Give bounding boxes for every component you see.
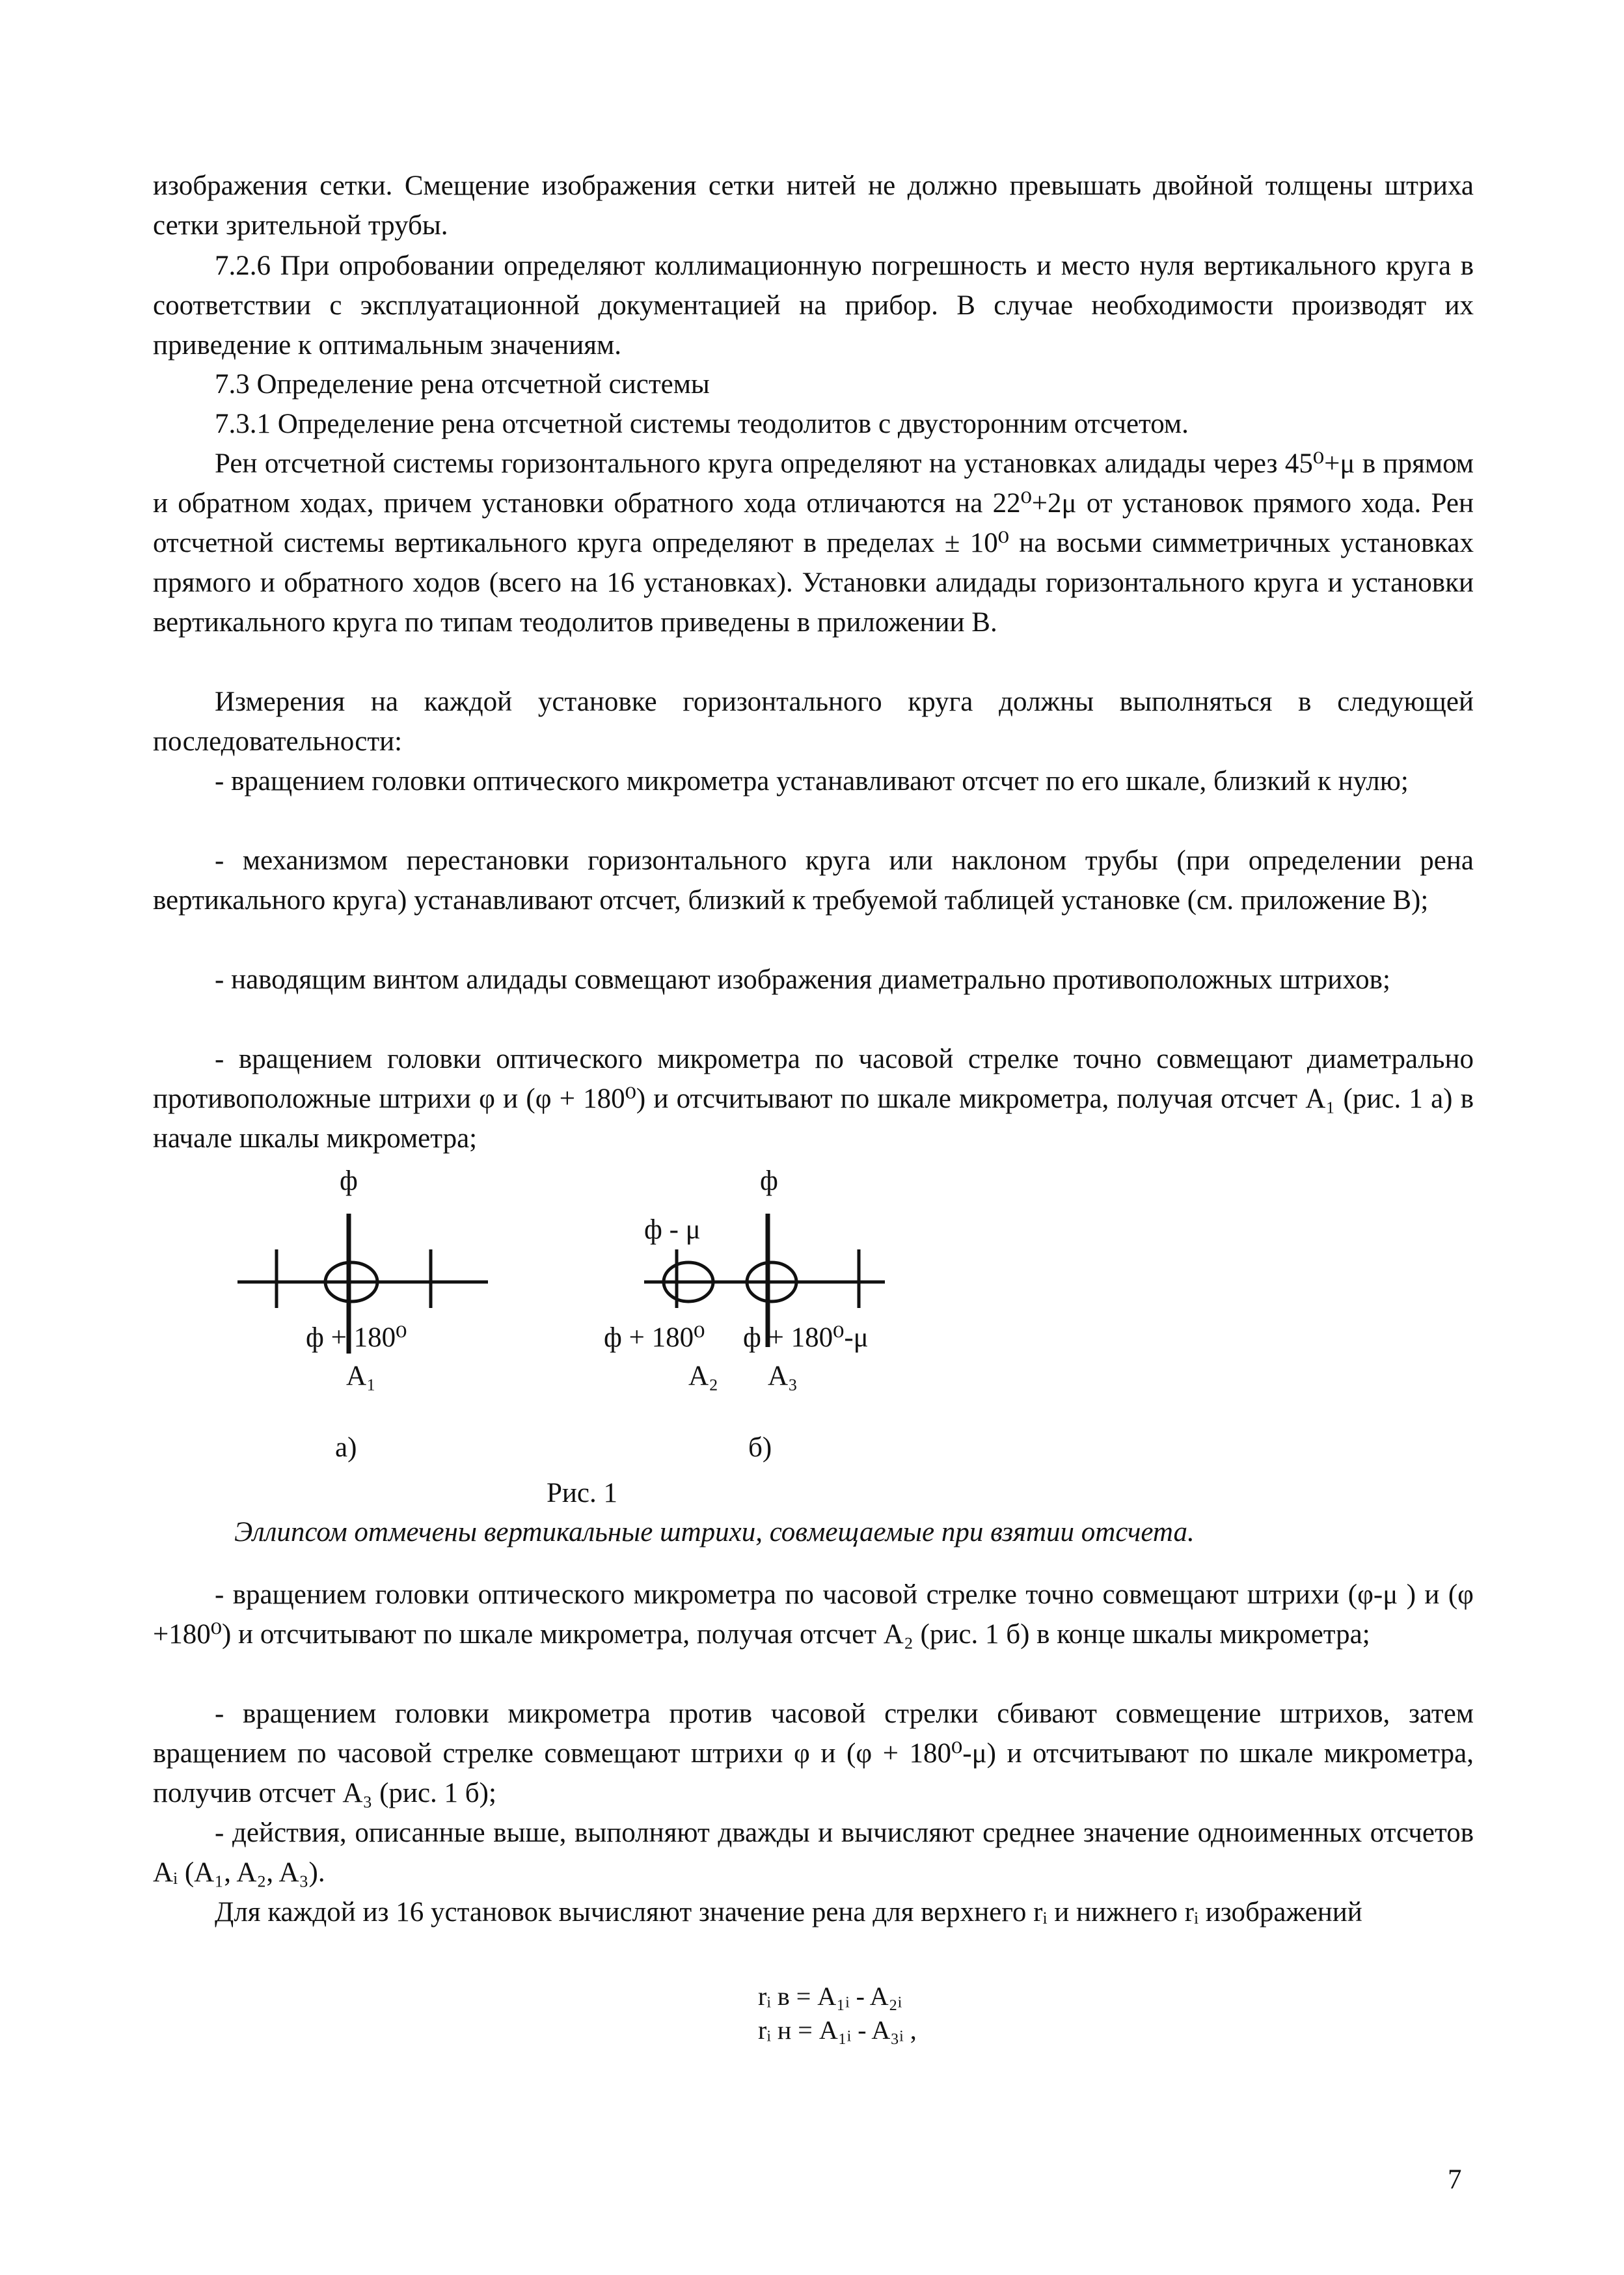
panel-label-a: а) [335,1432,357,1463]
label-a-phi: ф [340,1165,358,1196]
list-item-7: - действия, описанные выше, выполняют дважды и вычисляют среднее значение одноименных отсчетов Aᵢ (A₁, A₂, A₃). [153,1818,1474,1888]
section-heading-7-3-1: 7.3.1 Определение рена отсчетной системы теодолитов с двусторонним отсчетом. [215,409,1189,439]
label-b-reading-a2: A₂ [688,1361,719,1391]
section-heading-7-3: 7.3 Определение рена отсчетной системы [215,369,710,400]
formula-r-lower: rᵢ н = A₁ᵢ - A₃ᵢ , [758,2015,917,2045]
label-b-phi-180-mu: ф + 180⁰-μ [743,1322,869,1353]
paragraph-7-2-6: 7.2.6 При опробовании определяют коллимационную погрешность и место нуля вертикального круга в соответствии с эксплуатационной документацией на прибор. В случае необходимости производят их приведение к оптимальным значениям. [153,251,1474,361]
label-b-reading-a3: A₃ [768,1361,798,1391]
paragraph-intro: изображения сетки. Смещение изображения сетки нитей не должно превышать двойной толщены штриха сетки зрительной трубы. [153,170,1474,241]
page-number: 7 [1448,2164,1462,2195]
label-b-phi: ф [760,1165,778,1196]
formula-r-upper: rᵢ в = A₁ᵢ - A₂ᵢ [758,1982,902,2011]
figure-caption-title: Рис. 1 [547,1478,618,1508]
figure-1 [195,1152,1041,1516]
list-item-1: - вращением головки оптического микрометра устанавливают отсчет по его шкале, близкий к нулю; [215,766,1409,797]
label-a-phi-180: ф + 180⁰ [306,1322,407,1353]
label-b-phi-180: ф + 180⁰ [604,1322,705,1353]
list-item-3: - наводящим винтом алидады совмещают изображения диаметрально противоположных штрихов; [215,964,1390,995]
list-item-4: - вращением головки оптического микрометра по часовой стрелке точно совмещают диаметрально противоположные штрихи φ и (φ + 180⁰) и отсчитывают по шкале микрометра, получая отсчет A₁ (рис. 1 а) в начале шкалы микрометра; [153,1044,1474,1154]
paragraph-ren-description: Рен отсчетной системы горизонтального круга определяют на установках алидады через 45⁰+μ в прямом и обратном ходах, причем установки обратного хода отличаются на 22⁰+2μ от установок прямого хода. Рен отсчетной системы вертикального круга определяют в пределах ± 10⁰ на восьми симметричных установках прямого и обратного ходов (всего на 16 установках). Установки алидады горизонтального круга и установки вертикального круга по типам теодолитов приведены в приложении В. [153,448,1474,638]
label-b-phi-mu: ф - μ [644,1214,701,1245]
paragraph-measurement-order: Измерения на каждой установке горизонтального круга должны выполняться в следующей последовательности: [153,687,1474,757]
list-item-6: - вращением головки микрометра против часовой стрелки сбивают совмещение штрихов, затем вращением по часовой стрелке совмещают штрихи φ и (φ + 180⁰-μ) и отсчитывают по шкале микрометра, получив отсчет A₃ (рис. 1 б); [153,1698,1474,1808]
panel-label-b: б) [748,1432,772,1463]
list-item-2: - механизмом перестановки горизонтального круга или наклоном трубы (при определении рена вертикального круга) устанавливают отсчет, близкий к требуемой таблицей установке (см. приложение В); [153,845,1474,916]
list-item-5: - вращением головки оптического микрометра по часовой стрелке точно совмещают штрихи (φ-μ ) и (φ +180⁰) и отсчитывают по шкале микрометра, получая отсчет A₂ (рис. 1 б) в конце шкалы микрометра; [153,1579,1474,1650]
figure-1-drawing [195,1152,1041,1451]
figure-caption-note: Эллипсом отмечены вертикальные штрихи, совмещаемые при взятии отсчета. [234,1517,1195,1547]
label-a-reading: A₁ [346,1361,377,1391]
paragraph-ren-calc: Для каждой из 16 установок вычисляют значение рена для верхнего rᵢ и нижнего rᵢ изображений [215,1897,1362,1928]
